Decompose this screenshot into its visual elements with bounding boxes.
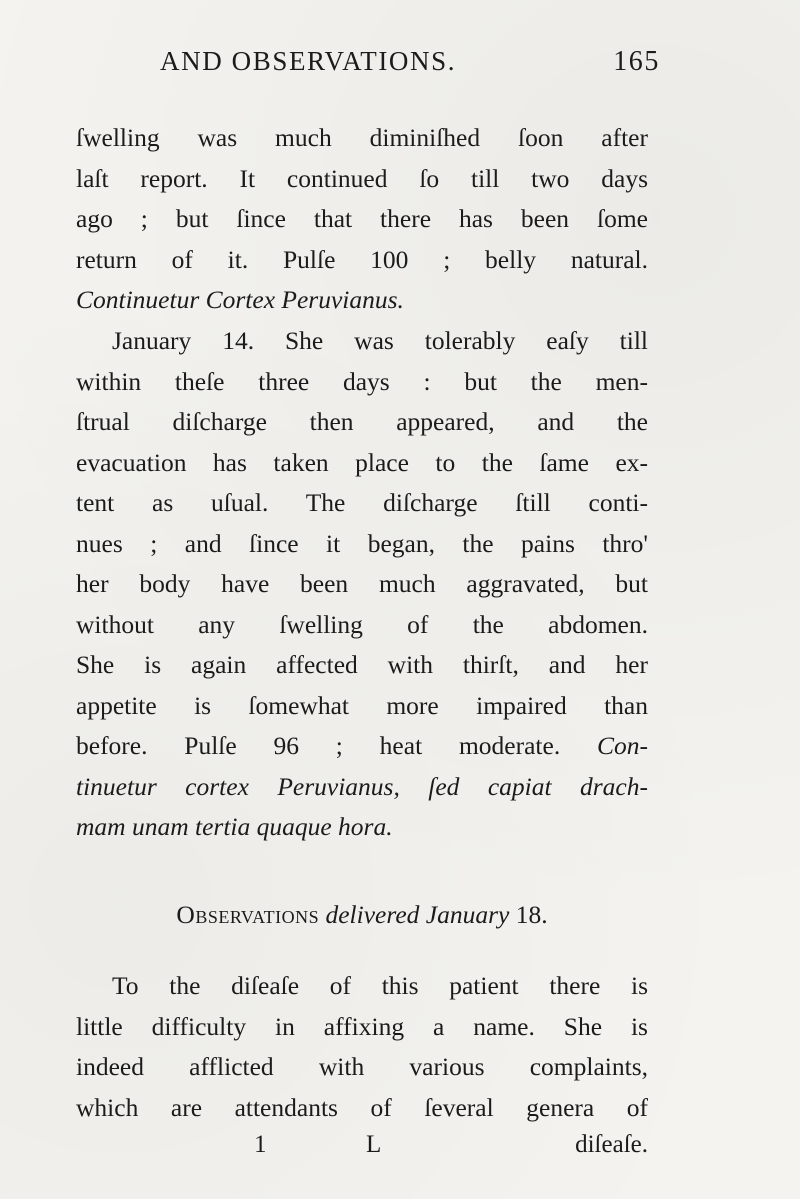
page-number: 165 xyxy=(613,46,660,77)
paragraph-observations xyxy=(76,966,648,1128)
prescription-line: mam unam tertia quaque hora. xyxy=(76,812,393,841)
text-line: laſt report. It continued ſo till two days xyxy=(76,163,648,193)
text-line: evacuation has taken place to the ſame ex- xyxy=(76,447,648,477)
text-line: ago ; but ſince that there has been ſome xyxy=(76,204,648,233)
italic-segment: Con- xyxy=(597,731,648,760)
running-head-title: AND OBSERVATIONS. xyxy=(160,46,457,76)
signature-letter: L xyxy=(366,1131,382,1158)
signature-number: 1 xyxy=(254,1131,267,1158)
heading-date: 18. xyxy=(515,900,548,929)
page-footer xyxy=(76,1131,648,1167)
text-line: nues ; and ſince it began, the pains thro' xyxy=(76,528,648,558)
text-segment: before. Pulſe 96 ; heat moderate. xyxy=(76,731,561,760)
section-heading xyxy=(76,895,648,935)
text-line: tent as uſual. The diſcharge ſtill conti- xyxy=(76,488,648,517)
text-line: January 14. She was tolerably eaſy till xyxy=(112,326,648,355)
text-line: To the diſeaſe of this patient there is xyxy=(112,971,648,1000)
text-line: return of it. Pulſe 100 ; belly natural. xyxy=(76,244,648,274)
text-line: ſwelling was much diminiſhed ſoon after xyxy=(76,123,648,152)
heading-smallcaps: Observations xyxy=(176,900,320,929)
text-line: without any ſwelling of the abdomen. xyxy=(76,609,648,639)
text-line: appetite is ſomewhat more impaired than xyxy=(76,690,648,720)
heading-italic: delivered January xyxy=(325,900,510,929)
prescription-line: tinuetur cortex Peruvianus, ſed capiat drach- xyxy=(76,771,648,801)
text-line: She is again affected with thirſt, and her xyxy=(76,650,648,679)
text-line: indeed afflicted with various complaints, xyxy=(76,1052,648,1081)
text-line: which are attendants of ſeveral genera of xyxy=(76,1092,648,1122)
text-line: little difficulty in affixing a name. She is xyxy=(76,1011,648,1041)
text-line: ſtrual diſcharge then appeared, and the xyxy=(76,407,648,436)
prescription-line: Continuetur Cortex Peruvianus. xyxy=(76,285,404,314)
paragraph-january-14 xyxy=(76,321,648,848)
text-line: within theſe three days : but the men- xyxy=(76,366,648,396)
text-line: her body have been much aggravated, but xyxy=(76,569,648,598)
paragraph-continuation xyxy=(76,118,648,321)
mixed-text-line xyxy=(76,726,648,767)
catchword: diſeaſe. xyxy=(575,1131,648,1158)
running-head xyxy=(160,46,660,86)
